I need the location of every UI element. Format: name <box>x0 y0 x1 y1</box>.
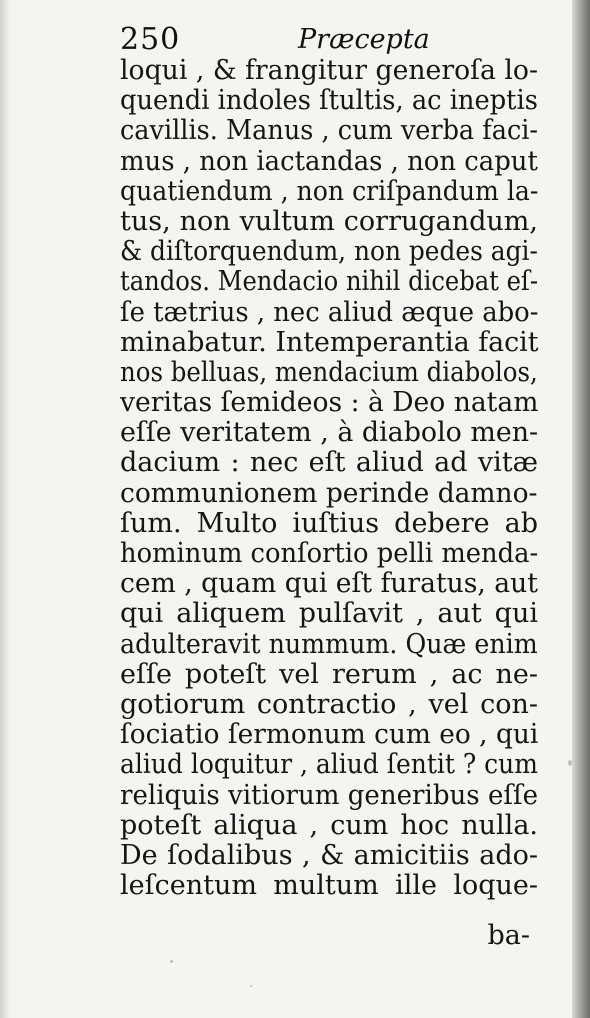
text-line: poteſt aliqua , cum hoc nulla. <box>120 809 538 841</box>
text-line: & diſtorquendum, non pedes agi- <box>120 236 538 268</box>
text-line: loqui , & frangitur generoſa lo- <box>120 55 539 86</box>
text-line: leſcentum multum ille loque- <box>120 870 538 902</box>
text-line: gotiorum contractio , vel con- <box>120 688 538 720</box>
text-line: tandos. Mendacio nihil dicebat eſ- <box>120 266 539 298</box>
text-line: ſociatio ſermonum cum eo , qui <box>120 719 539 751</box>
text-line: veritas ſemideos : à Deo natam <box>120 387 539 419</box>
paper-speck <box>170 960 173 963</box>
text-line: cem , quam qui eſt furatus, aut <box>120 568 538 600</box>
page-gutter-shadow <box>0 0 10 1018</box>
page-number: 250 <box>120 22 181 57</box>
text-line: dacium : nec eſt aliud ad vitæ <box>120 447 538 479</box>
text-line: aliud loquitur , aliud ſentit ? cum <box>120 749 538 781</box>
catchword: ba- <box>487 920 530 951</box>
page-header <box>120 22 540 58</box>
text-line: reliquis vitiorum generibus eſſe <box>120 779 539 811</box>
text-line: eſſe poteſt vel rerum , ac ne- <box>120 658 538 690</box>
text-line: ſe tætrius , nec aliud æque abo- <box>120 296 539 328</box>
text-line: tus, non vultum corrugandum, <box>120 205 538 237</box>
text-line: mus , non iactandas , non caput <box>120 145 538 177</box>
text-line: qui aliquem pulſavit , aut qui <box>120 598 538 630</box>
text-line: minabatur. Intemperantia facit <box>120 326 539 358</box>
body-text <box>120 56 538 901</box>
text-line: adulteravit nummum. Quæ enim <box>120 628 538 660</box>
text-line: eſſe veritatem , à diabolo men- <box>120 417 539 449</box>
text-line: cavillis. Manus , cum verba faci- <box>120 115 539 147</box>
text-line: nos belluas, mendacium diabolos, <box>120 356 538 388</box>
text-line: communionem perinde damno- <box>120 477 538 509</box>
paper-speck <box>568 760 572 766</box>
text-line: quendi indoles ſtultis, ac ineptis <box>120 85 538 117</box>
text-line: hominum conſortio pelli menda- <box>120 538 539 569</box>
text-line: ſum. Multo iuſtius debere ab <box>120 507 538 539</box>
text-line: quatiendum , non criſpandum la- <box>120 175 539 207</box>
paper-speck <box>250 985 252 987</box>
text-line: De ſodalibus , & amicitiis ado- <box>120 839 538 871</box>
catchword-row <box>120 920 538 952</box>
running-title: Præcepta <box>298 24 430 55</box>
book-binding-edge <box>572 0 590 1018</box>
